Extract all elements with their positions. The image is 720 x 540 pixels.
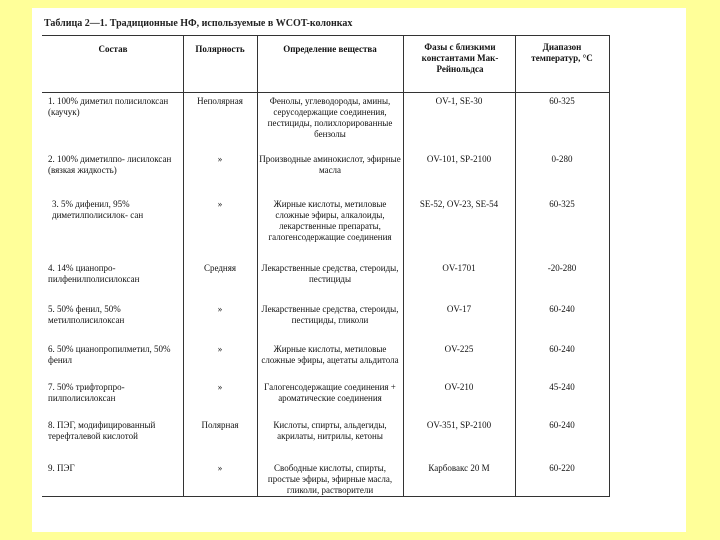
table-row-phases: Карбовакс 20 М	[428, 463, 490, 473]
table-row-polarity: »	[217, 199, 223, 209]
table-row-temperature: 60-240	[549, 304, 575, 314]
table-row-temperature: 45-240	[549, 382, 575, 392]
table-row-polarity: »	[217, 382, 223, 392]
table-row-composition: 8. ПЭГ, модифицированный терефталевой кислотой	[48, 420, 156, 441]
header-polarity: Полярность	[195, 44, 245, 54]
table-row-determination: Фенолы, углеводороды, амины, серусодержащие соединения, пестициды, полихлорированные бензолы	[267, 96, 393, 139]
table-row-temperature: 60-240	[549, 344, 575, 354]
table-row-determination: Жирные кислоты, метиловые сложные эфиры, ацетаты альдитола	[261, 344, 399, 365]
table-row-determination: Свободные кислоты, спирты, простые эфиры, эфирные масла, гликоли, растворители	[267, 463, 393, 495]
table-row-determination: Жирные кислоты, метиловые сложные эфиры, алкалоиды, лекарственные препараты, галогенсодержащие соединения	[268, 199, 392, 242]
table-row-polarity: »	[217, 304, 223, 314]
table-row-polarity: »	[217, 344, 223, 354]
table-caption: Таблица 2—1. Традиционные НФ, используемые в WCOT-колонках	[44, 18, 353, 29]
table-row-determination: Лекарственные средства, стероиды, пестициды	[261, 263, 399, 284]
table-row-temperature: -20-280	[547, 263, 577, 273]
header-bottom-rule	[42, 92, 610, 93]
table-row-temperature: 60-220	[549, 463, 575, 473]
table-row-composition: 5. 50% фенил, 50% метилполисилоксан	[48, 304, 125, 325]
table-row-determination: Галогенсодержащие соединения + ароматические соединения	[264, 382, 396, 403]
table-row-phases: OV-101, SP-2100	[426, 154, 492, 164]
table-row-phases: OV-225	[444, 344, 474, 354]
table-row-determination: Производные аминокислот, эфирные масла	[259, 154, 401, 175]
table-top-rule	[42, 35, 610, 36]
table-row-phases: OV-351, SP-2100	[426, 420, 492, 430]
table-row-composition: 4. 14% цианопро- пилфенилполисилоксан	[48, 263, 140, 284]
column-divider	[403, 36, 404, 496]
header-phases: Фазы с близкими константами Мак-Рейнольдса	[421, 42, 499, 74]
header-temperature: Диапазон температур, °С	[531, 42, 593, 63]
table-row-composition: 7. 50% трифторпро- пилполисилоксан	[48, 382, 125, 403]
table-row-temperature: 60-325	[549, 96, 575, 106]
column-divider	[257, 36, 258, 496]
table-row-composition: 9. ПЭГ	[48, 463, 75, 473]
table-row-composition: 3. 5% дифенил, 95% диметилполисилок- сан	[52, 199, 144, 220]
table-row-phases: OV-1701	[442, 263, 476, 273]
table-row-composition: 1. 100% диметил полисилоксан (каучук)	[48, 96, 169, 117]
table-row-composition: 2. 100% диметилпо- лисилоксан (вязкая жидкость)	[48, 154, 172, 175]
column-divider	[609, 36, 610, 496]
table-row-phases: OV-210	[444, 382, 474, 392]
table-row-phases: OV-17	[446, 304, 472, 314]
table-row-temperature: 0-280	[551, 154, 573, 164]
table-row-temperature: 60-240	[549, 420, 575, 430]
table-row-polarity: »	[217, 154, 223, 164]
table-row-determination: Лекарственные средства, стероиды, пестициды, гликоли	[261, 304, 399, 325]
header-composition: Состав	[98, 44, 128, 54]
document-page	[32, 8, 686, 532]
table-row-polarity: Средняя	[203, 263, 237, 273]
column-divider	[183, 36, 184, 496]
table-row-phases: OV-1, SE-30	[435, 96, 483, 106]
table-row-polarity: Полярная	[201, 420, 239, 430]
table-row-temperature: 60-325	[549, 199, 575, 209]
table-row-phases: SE-52, OV-23, SE-54	[419, 199, 499, 209]
table-row-determination: Кислоты, спирты, альдегиды, акрилаты, нитрилы, кетоны	[273, 420, 387, 441]
table-row-polarity: »	[217, 463, 223, 473]
table-bottom-rule	[42, 496, 610, 497]
table-row-composition: 6. 50% цианопропилметил, 50% фенил	[48, 344, 171, 365]
column-divider	[515, 36, 516, 496]
table-row-polarity: Неполярная	[197, 96, 243, 106]
header-determination: Определение вещества	[283, 44, 377, 54]
